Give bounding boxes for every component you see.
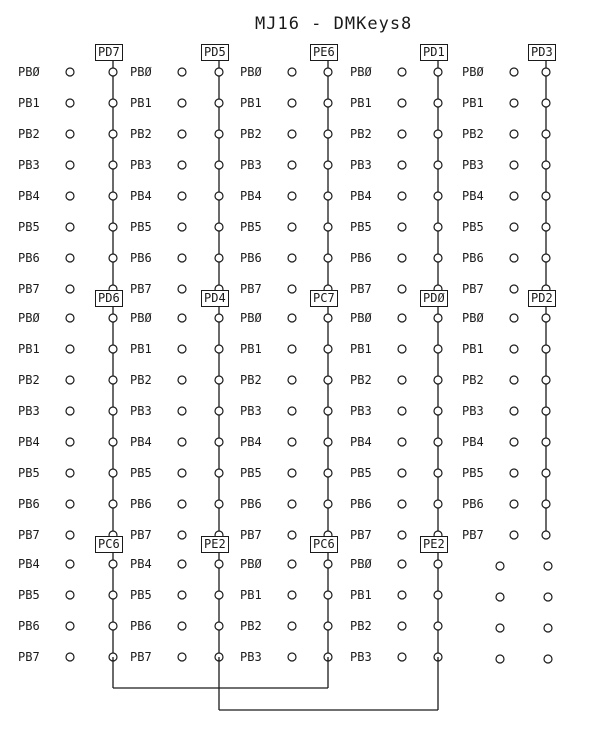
pin-label: PB1: [18, 342, 40, 356]
pin-label: PB3: [18, 158, 40, 172]
terminal-node: [288, 407, 296, 415]
terminal-node: [288, 345, 296, 353]
junction-node: [434, 500, 442, 508]
pin-label: PB3: [240, 404, 262, 418]
terminal-node: [66, 469, 74, 477]
junction-node: [324, 622, 332, 630]
pin-label: PB1: [462, 342, 484, 356]
pin-label: PB5: [130, 588, 152, 602]
pin-label: PB3: [240, 158, 262, 172]
terminal-node: [66, 438, 74, 446]
terminal-node: [496, 655, 504, 663]
junction-node: [109, 438, 117, 446]
terminal-node: [398, 653, 406, 661]
terminal-node: [398, 223, 406, 231]
pin-label: PB1: [350, 96, 372, 110]
pin-label: PB5: [350, 466, 372, 480]
diagram-title: MJ16 - DMKeys8: [255, 14, 413, 34]
pin-label: PB3: [240, 650, 262, 664]
pin-label: PBØ: [18, 65, 40, 79]
junction-node: [215, 314, 223, 322]
pin-label: PB2: [350, 127, 372, 141]
pin-label: PB6: [240, 251, 262, 265]
pin-label: PB5: [240, 466, 262, 480]
terminal-node: [178, 130, 186, 138]
junction-node: [109, 500, 117, 508]
junction-node: [434, 345, 442, 353]
pin-label: PB1: [130, 342, 152, 356]
terminal-node: [66, 591, 74, 599]
junction-node: [109, 99, 117, 107]
port-label-box: PD2: [528, 290, 556, 307]
terminal-node: [288, 130, 296, 138]
terminal-node: [66, 407, 74, 415]
pin-label: PB5: [462, 466, 484, 480]
terminal-node: [178, 68, 186, 76]
terminal-node: [66, 254, 74, 262]
junction-node: [215, 438, 223, 446]
pin-label: PB7: [18, 650, 40, 664]
junction-node: [434, 376, 442, 384]
junction-node: [434, 622, 442, 630]
terminal-node: [510, 99, 518, 107]
terminal-node: [66, 130, 74, 138]
terminal-node: [510, 223, 518, 231]
port-label-box: PE2: [201, 536, 229, 553]
terminal-node: [288, 438, 296, 446]
junction-node: [434, 192, 442, 200]
junction-node: [324, 469, 332, 477]
pin-label: PB3: [350, 158, 372, 172]
terminal-node: [288, 591, 296, 599]
terminal-node: [496, 624, 504, 632]
pin-label: PB3: [18, 404, 40, 418]
pin-label: PB1: [240, 96, 262, 110]
pin-label: PBØ: [130, 311, 152, 325]
junction-node: [324, 192, 332, 200]
pin-label: PB2: [462, 373, 484, 387]
terminal-node: [288, 622, 296, 630]
terminal-node: [544, 562, 552, 570]
junction-node: [434, 130, 442, 138]
port-label-box: PD7: [95, 44, 123, 61]
terminal-node: [66, 192, 74, 200]
pin-label: PB6: [350, 497, 372, 511]
pin-label: PB1: [350, 588, 372, 602]
pin-label: PB7: [130, 282, 152, 296]
terminal-node: [66, 99, 74, 107]
junction-node: [109, 161, 117, 169]
junction-node: [324, 407, 332, 415]
terminal-node: [510, 438, 518, 446]
junction-node: [215, 469, 223, 477]
junction-node: [109, 622, 117, 630]
pin-label: PBØ: [240, 65, 262, 79]
junction-node: [109, 192, 117, 200]
pin-label: PB2: [240, 127, 262, 141]
junction-node: [434, 591, 442, 599]
port-label-box: PC6: [95, 536, 123, 553]
junction-node: [215, 161, 223, 169]
junction-node: [324, 99, 332, 107]
pin-label: PB6: [18, 251, 40, 265]
pin-label: PB5: [130, 220, 152, 234]
terminal-node: [544, 655, 552, 663]
junction-node: [109, 560, 117, 568]
junction-node: [542, 438, 550, 446]
junction-node: [434, 438, 442, 446]
pin-label: PB4: [350, 189, 372, 203]
junction-node: [109, 223, 117, 231]
junction-node: [434, 407, 442, 415]
junction-node: [434, 254, 442, 262]
pin-label: PBØ: [240, 557, 262, 571]
junction-node: [542, 68, 550, 76]
terminal-node: [510, 161, 518, 169]
terminal-node: [178, 560, 186, 568]
junction-node: [215, 376, 223, 384]
port-label-box: PC7: [310, 290, 338, 307]
pin-label: PB3: [462, 404, 484, 418]
pin-label: PB7: [462, 282, 484, 296]
pin-label: PB4: [350, 435, 372, 449]
pin-label: PB4: [130, 189, 152, 203]
terminal-node: [178, 192, 186, 200]
terminal-node: [66, 653, 74, 661]
terminal-node: [544, 624, 552, 632]
pin-label: PB4: [462, 435, 484, 449]
pin-label: PB2: [350, 619, 372, 633]
pin-label: PB5: [18, 588, 40, 602]
pin-label: PB4: [240, 435, 262, 449]
terminal-node: [288, 223, 296, 231]
junction-node: [542, 345, 550, 353]
junction-node: [542, 500, 550, 508]
pin-label: PB4: [240, 189, 262, 203]
terminal-node: [288, 254, 296, 262]
pin-label: PB7: [350, 528, 372, 542]
junction-node: [324, 314, 332, 322]
pin-label: PB7: [240, 528, 262, 542]
pin-label: PB2: [130, 127, 152, 141]
port-label-box: PC6: [310, 536, 338, 553]
terminal-node: [66, 223, 74, 231]
junction-node: [324, 254, 332, 262]
junction-node: [109, 314, 117, 322]
port-label-box: PD1: [420, 44, 448, 61]
terminal-node: [178, 438, 186, 446]
terminal-node: [398, 560, 406, 568]
terminal-node: [496, 562, 504, 570]
port-label-box: PD5: [201, 44, 229, 61]
junction-node: [542, 314, 550, 322]
junction-node: [324, 161, 332, 169]
terminal-node: [510, 345, 518, 353]
junction-node: [542, 254, 550, 262]
port-label-box: PDØ: [420, 290, 448, 307]
junction-node: [542, 531, 550, 539]
terminal-node: [398, 407, 406, 415]
pin-label: PB7: [462, 528, 484, 542]
junction-node: [434, 223, 442, 231]
terminal-node: [66, 314, 74, 322]
terminal-node: [178, 285, 186, 293]
terminal-node: [398, 130, 406, 138]
junction-node: [324, 68, 332, 76]
pin-label: PB5: [240, 220, 262, 234]
terminal-node: [398, 591, 406, 599]
terminal-node: [178, 314, 186, 322]
terminal-node: [178, 622, 186, 630]
junction-node: [542, 407, 550, 415]
terminal-node: [66, 68, 74, 76]
terminal-node: [178, 407, 186, 415]
terminal-node: [510, 254, 518, 262]
terminal-node: [398, 622, 406, 630]
terminal-node: [288, 469, 296, 477]
pin-label: PB5: [18, 220, 40, 234]
pin-label: PB2: [18, 373, 40, 387]
junction-node: [109, 68, 117, 76]
pin-label: PB6: [462, 251, 484, 265]
terminal-node: [288, 285, 296, 293]
terminal-node: [178, 531, 186, 539]
pin-label: PB7: [130, 528, 152, 542]
junction-node: [324, 438, 332, 446]
terminal-node: [496, 593, 504, 601]
terminal-node: [510, 376, 518, 384]
pin-label: PBØ: [18, 311, 40, 325]
pin-label: PB5: [18, 466, 40, 480]
junction-node: [434, 68, 442, 76]
junction-node: [324, 130, 332, 138]
terminal-node: [178, 223, 186, 231]
terminal-node: [510, 314, 518, 322]
terminal-node: [510, 130, 518, 138]
terminal-node: [510, 500, 518, 508]
junction-node: [215, 560, 223, 568]
pin-label: PB7: [18, 528, 40, 542]
terminal-node: [398, 345, 406, 353]
terminal-node: [288, 376, 296, 384]
terminal-node: [178, 653, 186, 661]
junction-node: [215, 99, 223, 107]
pin-label: PBØ: [350, 311, 372, 325]
pin-label: PB7: [18, 282, 40, 296]
port-label-box: PD3: [528, 44, 556, 61]
junction-node: [109, 345, 117, 353]
pin-label: PB6: [130, 251, 152, 265]
pin-label: PB2: [130, 373, 152, 387]
junction-node: [324, 591, 332, 599]
pin-label: PB6: [18, 497, 40, 511]
junction-node: [215, 407, 223, 415]
pin-label: PB3: [350, 404, 372, 418]
port-label-box: PE6: [310, 44, 338, 61]
pin-label: PBØ: [462, 65, 484, 79]
port-label-box: PE2: [420, 536, 448, 553]
pin-label: PB1: [240, 342, 262, 356]
junction-node: [109, 469, 117, 477]
terminal-node: [398, 469, 406, 477]
junction-node: [434, 99, 442, 107]
terminal-node: [398, 531, 406, 539]
terminal-node: [178, 469, 186, 477]
junction-node: [542, 469, 550, 477]
terminal-node: [66, 285, 74, 293]
terminal-node: [510, 531, 518, 539]
pin-label: PB1: [462, 96, 484, 110]
pin-label: PB4: [462, 189, 484, 203]
pin-label: PBØ: [462, 311, 484, 325]
junction-node: [434, 560, 442, 568]
junction-node: [215, 345, 223, 353]
terminal-node: [66, 622, 74, 630]
pin-label: PB2: [240, 373, 262, 387]
junction-node: [542, 376, 550, 384]
port-label-box: PD4: [201, 290, 229, 307]
junction-node: [542, 161, 550, 169]
terminal-node: [178, 99, 186, 107]
pin-label: PB6: [350, 251, 372, 265]
terminal-node: [66, 345, 74, 353]
port-label-box: PD6: [95, 290, 123, 307]
terminal-node: [178, 345, 186, 353]
pin-label: PB1: [18, 96, 40, 110]
junction-node: [215, 254, 223, 262]
terminal-node: [66, 161, 74, 169]
pin-label: PB2: [462, 127, 484, 141]
junction-node: [434, 161, 442, 169]
junction-node: [215, 130, 223, 138]
pin-label: PB5: [130, 466, 152, 480]
pin-label: PB4: [18, 189, 40, 203]
junction-node: [109, 254, 117, 262]
junction-node: [109, 591, 117, 599]
terminal-node: [288, 531, 296, 539]
pin-label: PB1: [350, 342, 372, 356]
terminal-node: [398, 192, 406, 200]
junction-node: [542, 130, 550, 138]
pin-label: PB6: [130, 497, 152, 511]
junction-node: [542, 99, 550, 107]
terminal-node: [178, 161, 186, 169]
junction-node: [434, 469, 442, 477]
terminal-node: [398, 376, 406, 384]
pin-label: PB6: [130, 619, 152, 633]
junction-node: [324, 223, 332, 231]
terminal-node: [398, 99, 406, 107]
junction-node: [215, 192, 223, 200]
pin-label: PB1: [240, 588, 262, 602]
terminal-node: [398, 254, 406, 262]
pin-label: PB1: [130, 96, 152, 110]
terminal-node: [288, 68, 296, 76]
pin-label: PB3: [130, 404, 152, 418]
junction-node: [215, 591, 223, 599]
junction-node: [109, 130, 117, 138]
terminal-node: [510, 68, 518, 76]
pin-label: PB6: [18, 619, 40, 633]
junction-node: [324, 376, 332, 384]
pin-label: PB6: [240, 497, 262, 511]
terminal-node: [544, 593, 552, 601]
pin-label: PB7: [350, 282, 372, 296]
pin-label: PB7: [240, 282, 262, 296]
terminal-node: [510, 285, 518, 293]
terminal-node: [178, 254, 186, 262]
pin-label: PB5: [462, 220, 484, 234]
junction-node: [109, 407, 117, 415]
terminal-node: [288, 314, 296, 322]
terminal-node: [510, 407, 518, 415]
terminal-node: [510, 192, 518, 200]
pin-label: PB3: [130, 158, 152, 172]
pin-label: PBØ: [350, 557, 372, 571]
pin-label: PB4: [130, 435, 152, 449]
junction-node: [215, 223, 223, 231]
pin-label: PB5: [350, 220, 372, 234]
junction-node: [324, 345, 332, 353]
terminal-node: [66, 376, 74, 384]
junction-node: [215, 500, 223, 508]
pin-label: PB7: [130, 650, 152, 664]
terminal-node: [510, 469, 518, 477]
pin-label: PB4: [130, 557, 152, 571]
terminal-node: [288, 500, 296, 508]
pin-label: PBØ: [240, 311, 262, 325]
terminal-node: [398, 438, 406, 446]
terminal-node: [66, 560, 74, 568]
terminal-node: [288, 161, 296, 169]
pin-label: PBØ: [350, 65, 372, 79]
pin-label: PB4: [18, 557, 40, 571]
terminal-node: [398, 161, 406, 169]
pin-label: PBØ: [130, 65, 152, 79]
terminal-node: [178, 376, 186, 384]
junction-node: [109, 376, 117, 384]
pin-label: PB2: [18, 127, 40, 141]
junction-node: [542, 223, 550, 231]
terminal-node: [288, 560, 296, 568]
pin-label: PB3: [350, 650, 372, 664]
pin-label: PB4: [18, 435, 40, 449]
terminal-node: [288, 99, 296, 107]
terminal-node: [288, 653, 296, 661]
junction-node: [215, 68, 223, 76]
terminal-node: [66, 500, 74, 508]
junction-node: [434, 314, 442, 322]
terminal-node: [66, 531, 74, 539]
junction-node: [324, 560, 332, 568]
terminal-node: [398, 500, 406, 508]
pin-label: PB3: [462, 158, 484, 172]
pin-label: PB2: [240, 619, 262, 633]
junction-node: [542, 192, 550, 200]
terminal-node: [178, 591, 186, 599]
junction-node: [215, 622, 223, 630]
terminal-node: [398, 68, 406, 76]
terminal-node: [398, 314, 406, 322]
pin-label: PB6: [462, 497, 484, 511]
terminal-node: [398, 285, 406, 293]
terminal-node: [178, 500, 186, 508]
pin-label: PB2: [350, 373, 372, 387]
junction-node: [324, 500, 332, 508]
terminal-node: [288, 192, 296, 200]
